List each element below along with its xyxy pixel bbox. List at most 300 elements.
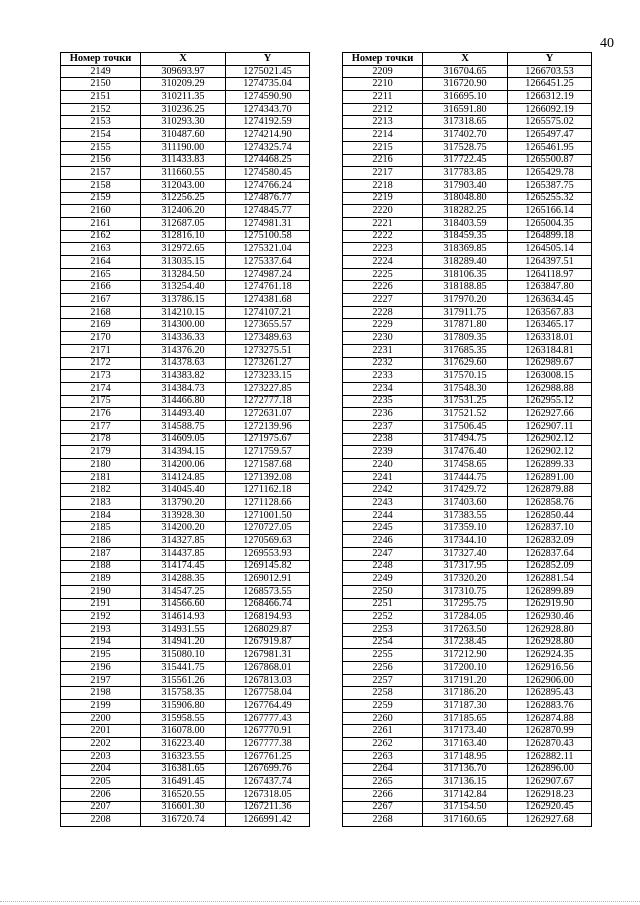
point-number-cell: 2185 xyxy=(61,522,141,535)
x-coordinate-cell: 314466.80 xyxy=(141,395,226,408)
x-coordinate-cell: 317809.35 xyxy=(423,332,508,345)
x-coordinate-cell: 314174.45 xyxy=(141,560,226,573)
point-number-cell: 2253 xyxy=(343,623,423,636)
point-number-cell: 2252 xyxy=(343,611,423,624)
y-coordinate-cell: 1274107.21 xyxy=(226,306,310,319)
point-number-cell: 2231 xyxy=(343,344,423,357)
point-number-cell: 2258 xyxy=(343,687,423,700)
y-coordinate-cell: 1267437.74 xyxy=(226,776,310,789)
x-coordinate-cell: 317295.75 xyxy=(423,598,508,611)
x-coordinate-cell: 317871.80 xyxy=(423,319,508,332)
x-coordinate-cell: 316720.74 xyxy=(141,814,226,827)
point-number-cell: 2180 xyxy=(61,459,141,472)
y-coordinate-cell: 1269012.91 xyxy=(226,573,310,586)
point-number-cell: 2149 xyxy=(61,65,141,78)
table-row xyxy=(61,547,310,560)
point-number-cell: 2175 xyxy=(61,395,141,408)
y-coordinate-cell: 1267777.38 xyxy=(226,738,310,751)
x-coordinate-cell: 315758.35 xyxy=(141,687,226,700)
x-coordinate-cell: 312687.05 xyxy=(141,217,226,230)
x-coordinate-cell: 314210.15 xyxy=(141,306,226,319)
y-coordinate-cell: 1267211.36 xyxy=(226,801,310,814)
x-coordinate-cell: 317903.40 xyxy=(423,179,508,192)
table-row xyxy=(61,382,310,395)
point-number-cell: 2220 xyxy=(343,205,423,218)
y-coordinate-cell: 1262930.46 xyxy=(508,611,592,624)
table-row xyxy=(61,738,310,751)
point-number-cell: 2188 xyxy=(61,560,141,573)
x-coordinate-cell: 317154.50 xyxy=(423,801,508,814)
table-row xyxy=(343,623,592,636)
point-number-cell: 2156 xyxy=(61,154,141,167)
point-number-cell: 2255 xyxy=(343,649,423,662)
y-coordinate-cell: 1262924.35 xyxy=(508,649,592,662)
x-coordinate-cell: 316720.90 xyxy=(423,78,508,91)
x-coordinate-cell: 311660.55 xyxy=(141,167,226,180)
table-row xyxy=(61,750,310,763)
y-coordinate-cell: 1274766.24 xyxy=(226,179,310,192)
x-coordinate-cell: 317911.75 xyxy=(423,306,508,319)
point-number-cell: 2176 xyxy=(61,408,141,421)
x-coordinate-cell: 311433.83 xyxy=(141,154,226,167)
point-number-cell: 2170 xyxy=(61,332,141,345)
y-coordinate-cell: 1265497.47 xyxy=(508,129,592,142)
x-coordinate-cell: 316381.65 xyxy=(141,763,226,776)
y-coordinate-cell: 1267770.91 xyxy=(226,725,310,738)
table-row xyxy=(343,649,592,662)
y-coordinate-cell: 1268573.55 xyxy=(226,585,310,598)
x-coordinate-cell: 313284.50 xyxy=(141,268,226,281)
point-number-cell: 2168 xyxy=(61,306,141,319)
x-coordinate-cell: 316323.55 xyxy=(141,750,226,763)
x-coordinate-cell: 314493.40 xyxy=(141,408,226,421)
coordinates-table-right xyxy=(342,52,592,827)
table-row xyxy=(61,497,310,510)
x-coordinate-cell: 317476.40 xyxy=(423,446,508,459)
point-number-cell: 2228 xyxy=(343,306,423,319)
y-coordinate-cell: 1274987.24 xyxy=(226,268,310,281)
y-coordinate-cell: 1265255.32 xyxy=(508,192,592,205)
x-coordinate-cell: 313928.30 xyxy=(141,509,226,522)
point-number-cell: 2191 xyxy=(61,598,141,611)
y-coordinate-cell: 1262916.56 xyxy=(508,662,592,675)
x-coordinate-cell: 310236.25 xyxy=(141,103,226,116)
y-coordinate-cell: 1267777.43 xyxy=(226,712,310,725)
x-coordinate-cell: 312972.65 xyxy=(141,243,226,256)
point-number-cell: 2172 xyxy=(61,357,141,370)
y-coordinate-cell: 1262906.00 xyxy=(508,674,592,687)
point-number-cell: 2154 xyxy=(61,129,141,142)
y-coordinate-cell: 1271759.57 xyxy=(226,446,310,459)
y-coordinate-cell: 1274845.77 xyxy=(226,205,310,218)
table-row xyxy=(61,535,310,548)
x-coordinate-cell: 317548.30 xyxy=(423,382,508,395)
point-number-cell: 2233 xyxy=(343,370,423,383)
x-coordinate-cell: 316520.55 xyxy=(141,788,226,801)
table-row xyxy=(343,230,592,243)
point-number-cell: 2229 xyxy=(343,319,423,332)
point-number-cell: 2230 xyxy=(343,332,423,345)
point-number-cell: 2163 xyxy=(61,243,141,256)
table-row xyxy=(343,497,592,510)
point-number-cell: 2224 xyxy=(343,256,423,269)
x-coordinate-cell: 314547.25 xyxy=(141,585,226,598)
point-number-cell: 2214 xyxy=(343,129,423,142)
y-coordinate-cell: 1265429.78 xyxy=(508,167,592,180)
table-body-left xyxy=(61,65,310,826)
point-number-cell: 2158 xyxy=(61,179,141,192)
table-row xyxy=(61,116,310,129)
table-row xyxy=(343,420,592,433)
y-coordinate-cell: 1268029.87 xyxy=(226,623,310,636)
point-number-cell: 2153 xyxy=(61,116,141,129)
y-coordinate-cell: 1264118.97 xyxy=(508,268,592,281)
y-coordinate-cell: 1262907.67 xyxy=(508,776,592,789)
point-number-cell: 2179 xyxy=(61,446,141,459)
point-number-cell: 2186 xyxy=(61,535,141,548)
y-coordinate-cell: 1274876.77 xyxy=(226,192,310,205)
x-coordinate-cell: 317163.40 xyxy=(423,738,508,751)
y-coordinate-cell: 1274590.90 xyxy=(226,91,310,104)
y-coordinate-cell: 1272139.96 xyxy=(226,420,310,433)
point-number-cell: 2217 xyxy=(343,167,423,180)
table-row xyxy=(61,167,310,180)
x-coordinate-cell: 318282.25 xyxy=(423,205,508,218)
table-row xyxy=(343,78,592,91)
y-coordinate-cell: 1274735.04 xyxy=(226,78,310,91)
table-row xyxy=(343,167,592,180)
point-number-cell: 2190 xyxy=(61,585,141,598)
x-coordinate-cell: 318369.85 xyxy=(423,243,508,256)
y-coordinate-cell: 1262882.11 xyxy=(508,750,592,763)
point-number-cell: 2159 xyxy=(61,192,141,205)
y-coordinate-cell: 1267868.01 xyxy=(226,662,310,675)
y-coordinate-cell: 1269145.82 xyxy=(226,560,310,573)
y-coordinate-cell: 1271162.18 xyxy=(226,484,310,497)
table-row xyxy=(343,357,592,370)
x-coordinate-cell: 318048.80 xyxy=(423,192,508,205)
point-number-cell: 2169 xyxy=(61,319,141,332)
y-coordinate-cell: 1273655.57 xyxy=(226,319,310,332)
x-coordinate-cell: 317238.45 xyxy=(423,636,508,649)
point-number-cell: 2164 xyxy=(61,256,141,269)
point-number-cell: 2162 xyxy=(61,230,141,243)
table-row xyxy=(61,509,310,522)
table-row xyxy=(61,573,310,586)
point-number-cell: 2177 xyxy=(61,420,141,433)
y-coordinate-cell: 1262902.12 xyxy=(508,433,592,446)
point-number-cell: 2181 xyxy=(61,471,141,484)
y-coordinate-cell: 1262870.99 xyxy=(508,725,592,738)
point-number-cell: 2248 xyxy=(343,560,423,573)
table-row xyxy=(343,408,592,421)
table-row xyxy=(61,484,310,497)
x-coordinate-cell: 312406.20 xyxy=(141,205,226,218)
y-coordinate-cell: 1262918.23 xyxy=(508,788,592,801)
column-header-point: Номер точки xyxy=(61,53,141,66)
x-coordinate-cell: 318459.35 xyxy=(423,230,508,243)
x-coordinate-cell: 314200.20 xyxy=(141,522,226,535)
y-coordinate-cell: 1262879.88 xyxy=(508,484,592,497)
table-row xyxy=(343,205,592,218)
point-number-cell: 2264 xyxy=(343,763,423,776)
x-coordinate-cell: 317521.52 xyxy=(423,408,508,421)
y-coordinate-cell: 1269553.93 xyxy=(226,547,310,560)
point-number-cell: 2173 xyxy=(61,370,141,383)
point-number-cell: 2254 xyxy=(343,636,423,649)
x-coordinate-cell: 318106.35 xyxy=(423,268,508,281)
x-coordinate-cell: 317212.90 xyxy=(423,649,508,662)
y-coordinate-cell: 1267699.76 xyxy=(226,763,310,776)
table-row xyxy=(61,65,310,78)
y-coordinate-cell: 1262891.00 xyxy=(508,471,592,484)
y-coordinate-cell: 1262832.09 xyxy=(508,535,592,548)
point-number-cell: 2212 xyxy=(343,103,423,116)
table-row xyxy=(343,103,592,116)
y-coordinate-cell: 1263184.81 xyxy=(508,344,592,357)
y-coordinate-cell: 1268466.74 xyxy=(226,598,310,611)
point-number-cell: 2198 xyxy=(61,687,141,700)
y-coordinate-cell: 1275021.45 xyxy=(226,65,310,78)
y-coordinate-cell: 1262837.64 xyxy=(508,547,592,560)
table-row xyxy=(61,78,310,91)
x-coordinate-cell: 316704.65 xyxy=(423,65,508,78)
y-coordinate-cell: 1274343.70 xyxy=(226,103,310,116)
table-row xyxy=(61,319,310,332)
point-number-cell: 2225 xyxy=(343,268,423,281)
y-coordinate-cell: 1274981.31 xyxy=(226,217,310,230)
point-number-cell: 2192 xyxy=(61,611,141,624)
y-coordinate-cell: 1267919.87 xyxy=(226,636,310,649)
x-coordinate-cell: 317570.15 xyxy=(423,370,508,383)
table-row xyxy=(61,712,310,725)
point-number-cell: 2184 xyxy=(61,509,141,522)
point-number-cell: 2213 xyxy=(343,116,423,129)
point-number-cell: 2238 xyxy=(343,433,423,446)
table-row xyxy=(343,141,592,154)
page-number: 40 xyxy=(600,36,614,51)
table-row xyxy=(61,725,310,738)
y-coordinate-cell: 1263847.80 xyxy=(508,281,592,294)
point-number-cell: 2167 xyxy=(61,294,141,307)
table-row xyxy=(61,788,310,801)
y-coordinate-cell: 1270727.05 xyxy=(226,522,310,535)
y-coordinate-cell: 1262989.67 xyxy=(508,357,592,370)
table-row xyxy=(343,154,592,167)
point-number-cell: 2265 xyxy=(343,776,423,789)
table-row xyxy=(61,395,310,408)
y-coordinate-cell: 1262881.54 xyxy=(508,573,592,586)
x-coordinate-cell: 316591.80 xyxy=(423,103,508,116)
y-coordinate-cell: 1262870.43 xyxy=(508,738,592,751)
table-row xyxy=(343,687,592,700)
x-coordinate-cell: 317783.85 xyxy=(423,167,508,180)
table-row xyxy=(343,662,592,675)
x-coordinate-cell: 313790.20 xyxy=(141,497,226,510)
x-coordinate-cell: 317310.75 xyxy=(423,585,508,598)
point-number-cell: 2243 xyxy=(343,497,423,510)
table-row xyxy=(61,700,310,713)
table-row xyxy=(343,344,592,357)
x-coordinate-cell: 317402.70 xyxy=(423,129,508,142)
x-coordinate-cell: 314941.20 xyxy=(141,636,226,649)
coordinates-table-left xyxy=(60,52,310,827)
x-coordinate-cell: 317970.20 xyxy=(423,294,508,307)
table-row xyxy=(61,281,310,294)
table-row xyxy=(343,319,592,332)
y-coordinate-cell: 1262907.11 xyxy=(508,420,592,433)
table-row xyxy=(343,700,592,713)
table-row xyxy=(61,408,310,421)
table-header-row xyxy=(343,53,592,66)
point-number-cell: 2166 xyxy=(61,281,141,294)
table-row xyxy=(61,649,310,662)
point-number-cell: 2210 xyxy=(343,78,423,91)
y-coordinate-cell: 1264505.14 xyxy=(508,243,592,256)
table-row xyxy=(61,103,310,116)
point-number-cell: 2246 xyxy=(343,535,423,548)
column-header-x: X xyxy=(423,53,508,66)
point-number-cell: 2235 xyxy=(343,395,423,408)
y-coordinate-cell: 1262927.68 xyxy=(508,814,592,827)
point-number-cell: 2151 xyxy=(61,91,141,104)
y-coordinate-cell: 1271001.50 xyxy=(226,509,310,522)
point-number-cell: 2206 xyxy=(61,788,141,801)
x-coordinate-cell: 314336.33 xyxy=(141,332,226,345)
table-row xyxy=(61,636,310,649)
table-row xyxy=(61,344,310,357)
table-row xyxy=(343,217,592,230)
y-coordinate-cell: 1265004.35 xyxy=(508,217,592,230)
table-row xyxy=(343,179,592,192)
x-coordinate-cell: 317722.45 xyxy=(423,154,508,167)
point-number-cell: 2250 xyxy=(343,585,423,598)
y-coordinate-cell: 1268194.93 xyxy=(226,611,310,624)
x-coordinate-cell: 317160.65 xyxy=(423,814,508,827)
table-row xyxy=(61,179,310,192)
x-coordinate-cell: 316695.10 xyxy=(423,91,508,104)
x-coordinate-cell: 317284.05 xyxy=(423,611,508,624)
table-row xyxy=(343,674,592,687)
point-number-cell: 2202 xyxy=(61,738,141,751)
point-number-cell: 2199 xyxy=(61,700,141,713)
y-coordinate-cell: 1275321.04 xyxy=(226,243,310,256)
table-row xyxy=(343,116,592,129)
point-number-cell: 2218 xyxy=(343,179,423,192)
y-coordinate-cell: 1273489.63 xyxy=(226,332,310,345)
x-coordinate-cell: 317458.65 xyxy=(423,459,508,472)
x-coordinate-cell: 317629.60 xyxy=(423,357,508,370)
column-header-y: Y xyxy=(226,53,310,66)
y-coordinate-cell: 1266991.42 xyxy=(226,814,310,827)
x-coordinate-cell: 309693.97 xyxy=(141,65,226,78)
table-row xyxy=(61,129,310,142)
point-number-cell: 2155 xyxy=(61,141,141,154)
point-number-cell: 2244 xyxy=(343,509,423,522)
point-number-cell: 2232 xyxy=(343,357,423,370)
x-coordinate-cell: 318289.40 xyxy=(423,256,508,269)
point-number-cell: 2263 xyxy=(343,750,423,763)
table-row xyxy=(343,585,592,598)
table-row xyxy=(61,776,310,789)
table-row xyxy=(61,243,310,256)
table-row xyxy=(343,459,592,472)
table-row xyxy=(61,306,310,319)
table-row xyxy=(61,141,310,154)
x-coordinate-cell: 316223.40 xyxy=(141,738,226,751)
table-row xyxy=(61,814,310,827)
point-number-cell: 2266 xyxy=(343,788,423,801)
y-coordinate-cell: 1265387.75 xyxy=(508,179,592,192)
point-number-cell: 2207 xyxy=(61,801,141,814)
x-coordinate-cell: 314200.06 xyxy=(141,459,226,472)
y-coordinate-cell: 1263567.83 xyxy=(508,306,592,319)
x-coordinate-cell: 315906.80 xyxy=(141,700,226,713)
table-row xyxy=(61,674,310,687)
x-coordinate-cell: 317528.75 xyxy=(423,141,508,154)
point-number-cell: 2237 xyxy=(343,420,423,433)
y-coordinate-cell: 1262895.43 xyxy=(508,687,592,700)
x-coordinate-cell: 314378.63 xyxy=(141,357,226,370)
table-row xyxy=(343,484,592,497)
table-row xyxy=(343,814,592,827)
table-row xyxy=(61,256,310,269)
point-number-cell: 2249 xyxy=(343,573,423,586)
point-number-cell: 2197 xyxy=(61,674,141,687)
y-coordinate-cell: 1267813.03 xyxy=(226,674,310,687)
x-coordinate-cell: 317403.60 xyxy=(423,497,508,510)
y-coordinate-cell: 1267758.04 xyxy=(226,687,310,700)
point-number-cell: 2219 xyxy=(343,192,423,205)
table-row xyxy=(343,332,592,345)
y-coordinate-cell: 1262883.76 xyxy=(508,700,592,713)
point-number-cell: 2161 xyxy=(61,217,141,230)
table-row xyxy=(343,573,592,586)
x-coordinate-cell: 317263.50 xyxy=(423,623,508,636)
x-coordinate-cell: 317317.95 xyxy=(423,560,508,573)
y-coordinate-cell: 1263465.17 xyxy=(508,319,592,332)
table-row xyxy=(343,382,592,395)
table-row xyxy=(61,801,310,814)
x-coordinate-cell: 317506.45 xyxy=(423,420,508,433)
table-row xyxy=(61,446,310,459)
y-coordinate-cell: 1274192.59 xyxy=(226,116,310,129)
y-coordinate-cell: 1273275.51 xyxy=(226,344,310,357)
table-row xyxy=(343,636,592,649)
point-number-cell: 2205 xyxy=(61,776,141,789)
point-number-cell: 2193 xyxy=(61,623,141,636)
point-number-cell: 2215 xyxy=(343,141,423,154)
y-coordinate-cell: 1267761.25 xyxy=(226,750,310,763)
x-coordinate-cell: 315958.55 xyxy=(141,712,226,725)
y-coordinate-cell: 1262837.10 xyxy=(508,522,592,535)
point-number-cell: 2201 xyxy=(61,725,141,738)
table-row xyxy=(343,801,592,814)
y-coordinate-cell: 1274761.18 xyxy=(226,281,310,294)
x-coordinate-cell: 317531.25 xyxy=(423,395,508,408)
table-row xyxy=(61,154,310,167)
y-coordinate-cell: 1262852.09 xyxy=(508,560,592,573)
x-coordinate-cell: 312816.10 xyxy=(141,230,226,243)
x-coordinate-cell: 318188.85 xyxy=(423,281,508,294)
x-coordinate-cell: 314609.05 xyxy=(141,433,226,446)
table-row xyxy=(61,294,310,307)
point-number-cell: 2227 xyxy=(343,294,423,307)
x-coordinate-cell: 312043.00 xyxy=(141,179,226,192)
y-coordinate-cell: 1275337.64 xyxy=(226,256,310,269)
table-row xyxy=(61,332,310,345)
x-coordinate-cell: 317429.72 xyxy=(423,484,508,497)
